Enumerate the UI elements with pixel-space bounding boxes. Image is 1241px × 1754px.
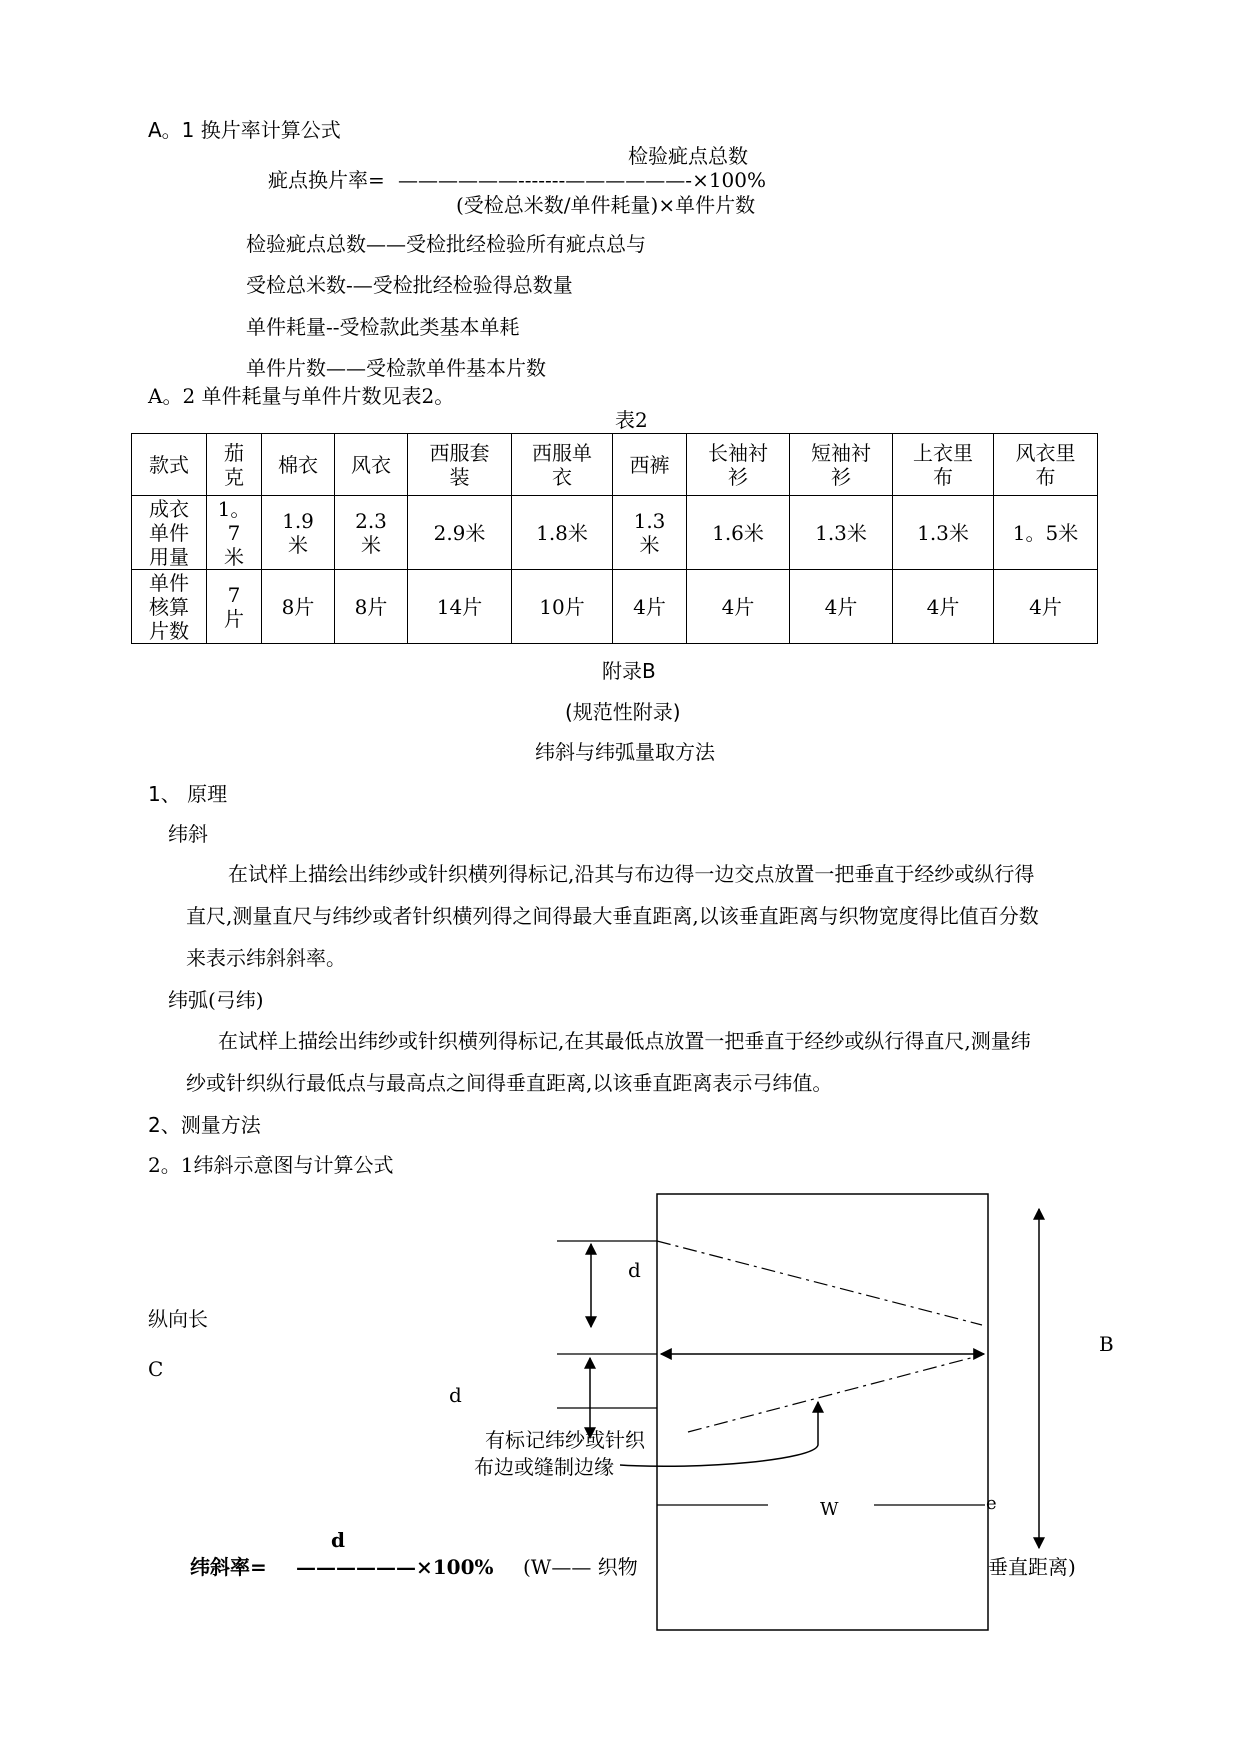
weft-skew-paragraph-line: 直尺,测量直尺与纬纱或者针织横列得之间得最大垂直距离,以该垂直距离与织物宽度得比值百分数 — [186, 904, 1039, 928]
formula-fraction-bar: ——————-------——————-×100% — [398, 168, 766, 192]
section-measure-method: 2、测量方法 — [148, 1113, 261, 1137]
table-cell: 4片 — [994, 570, 1098, 644]
table-cell: 8片 — [262, 570, 335, 644]
weft-line-dashdot — [657, 1241, 982, 1325]
weft-skew-paragraph-line: 来表示纬斜斜率。 — [186, 946, 346, 970]
table-cell: 1.3米 — [790, 496, 893, 570]
table-header-cell: 棉衣 — [262, 434, 335, 496]
weft-skew-formula-bar: ——————×100% — [296, 1555, 494, 1579]
text-fragment: e — [986, 1493, 997, 1514]
table-row — [132, 570, 1098, 644]
definition-line: 受检总米数-—受检批经检验得总数量 — [246, 273, 573, 297]
d-label-top: d — [628, 1258, 641, 1282]
weft-line-dashdot — [688, 1355, 982, 1432]
table-cell: 1.3 米 — [613, 496, 687, 570]
appendix-subtitle: (规范性附录) — [565, 700, 681, 724]
definition-line: 单件耗量--受检款此类基本单耗 — [246, 315, 520, 339]
table-header-cell: 长袖衬 衫 — [687, 434, 790, 496]
table-header-cell: 西裤 — [613, 434, 687, 496]
table-caption: 表2 — [615, 408, 648, 432]
table-cell: 7 片 — [207, 570, 262, 644]
definition-line: 单件片数——受检款单件基本片数 — [246, 356, 546, 380]
annotation-line-2: 布边或缝制边缘 — [474, 1455, 614, 1479]
table-cell: 2.3 米 — [335, 496, 408, 570]
fabric-rectangle — [657, 1194, 988, 1630]
table-cell: 4片 — [790, 570, 893, 644]
annotation-line-1: 有标记纬纱或针织 — [485, 1428, 645, 1452]
table-header-cell: 风衣 — [335, 434, 408, 496]
consumption-table — [131, 433, 1098, 644]
length-label-c: C — [148, 1357, 164, 1381]
d-label-middle: d — [449, 1383, 462, 1407]
formula-note-close: 垂直距离) — [988, 1555, 1076, 1579]
bow-label: 纬弧(弓纬) — [168, 988, 264, 1012]
table-header-row — [132, 434, 1098, 496]
table-cell: 1.8米 — [512, 496, 613, 570]
formula-numerator: 检验疵点总数 — [628, 144, 748, 168]
method-title: 纬斜与纬弧量取方法 — [535, 740, 715, 764]
weft-skew-paragraph-line: 在试样上描绘出纬纱或针织横列得标记,沿其与布边得一边交点放置一把垂直于经纱或纵行得 — [228, 862, 1035, 886]
table-cell: 成衣 单件 用量 — [132, 496, 207, 570]
formula-note-open: (W—— 织物 — [523, 1555, 638, 1579]
formula-denominator: (受检总米数/单件耗量)×单件片数 — [456, 193, 756, 217]
weft-skew-label: 纬斜 — [168, 822, 208, 846]
table-cell: 2.9米 — [408, 496, 512, 570]
section-principle: 1、 原理 — [148, 782, 228, 806]
table-header-cell: 风衣里 布 — [994, 434, 1098, 496]
formula-lhs: 疵点换片率= — [268, 168, 385, 192]
table-header-cell: 西服单 衣 — [512, 434, 613, 496]
table-cell: 单件 核算 片数 — [132, 570, 207, 644]
appendix-title: 附录B — [602, 659, 656, 683]
table-cell: 14片 — [408, 570, 512, 644]
table-cell: 1。5米 — [994, 496, 1098, 570]
weft-skew-formula-lhs: 纬斜率= — [190, 1555, 267, 1579]
table-cell: 4片 — [893, 570, 994, 644]
table-cell: 1。 7 米 — [207, 496, 262, 570]
table-cell: 4片 — [613, 570, 687, 644]
bow-paragraph-line: 纱或针织纵行最低点与最高点之间得垂直距离,以该垂直距离表示弓纬值。 — [186, 1071, 833, 1095]
section-a2-heading: A。2 单件耗量与单件片数见表2。 — [148, 384, 455, 408]
table-cell: 4片 — [687, 570, 790, 644]
table-cell: 1.6米 — [687, 496, 790, 570]
length-label: 纵向长 — [148, 1307, 208, 1331]
definition-line: 检验疵点总数——受检批经检验所有疵点总与 — [246, 232, 646, 256]
w-label: W — [820, 1499, 839, 1520]
section-a1-heading: A。1 换片率计算公式 — [148, 118, 341, 142]
table-row — [132, 496, 1098, 570]
table-cell: 8片 — [335, 570, 408, 644]
table-header-cell: 上衣里 布 — [893, 434, 994, 496]
table-header-cell: 短袖衬 衫 — [790, 434, 893, 496]
table-cell: 10片 — [512, 570, 613, 644]
formula-numerator-d: d — [331, 1528, 345, 1552]
bow-paragraph-line: 在试样上描绘出纬纱或针织横列得标记,在其最低点放置一把垂直于经纱或纵行得直尺,测量纬 — [218, 1029, 1031, 1053]
b-label: B — [1099, 1332, 1114, 1356]
annotation-curved-arrow — [620, 1402, 818, 1466]
table-header-cell: 款式 — [132, 434, 207, 496]
table-cell: 1.9 米 — [262, 496, 335, 570]
section-2-1-heading: 2。1纬斜示意图与计算公式 — [148, 1153, 394, 1177]
table-header-cell: 茄 克 — [207, 434, 262, 496]
table-cell: 1.3米 — [893, 496, 994, 570]
table-header-cell: 西服套 装 — [408, 434, 512, 496]
